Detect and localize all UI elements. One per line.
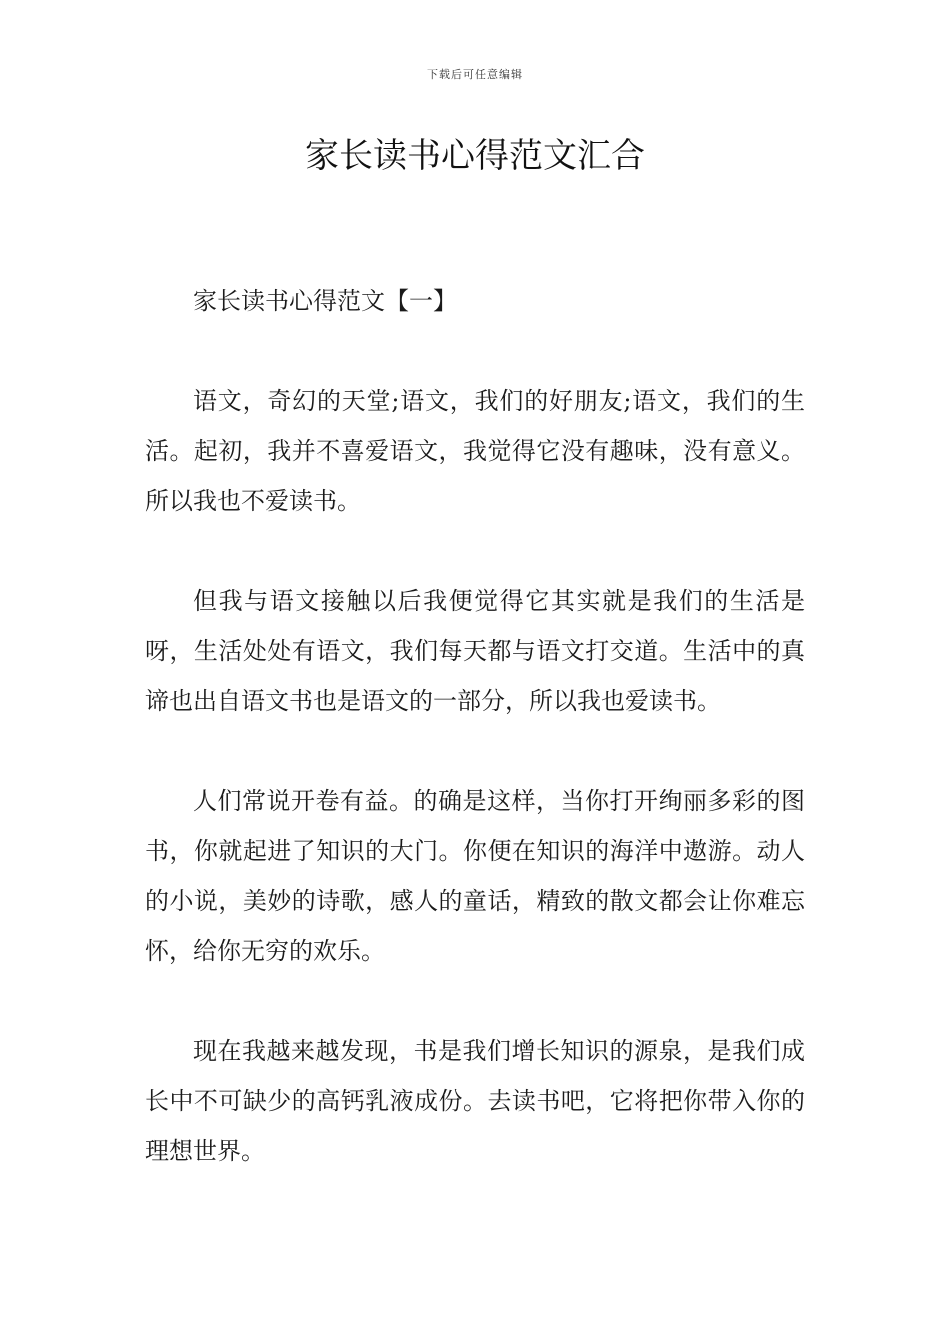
section-heading: 家长读书心得范文【一】 xyxy=(193,287,457,315)
paragraph-4: 现在我越来越发现，书是我们增长知识的源泉，是我们成长中不可缺少的高钙乳液成份。去读书吧，它将把你带入你的理想世界。 xyxy=(145,1037,805,1165)
document-title: 家长读书心得范文汇合 xyxy=(305,136,645,176)
paragraph-3: 人们常说开卷有益。的确是这样，当你打开绚丽多彩的图书，你就起进了知识的大门。你便在知识的海洋中遨游。动人的小说，美妙的诗歌，感人的童话，精致的散文都会让你难忘怀，给你无穷的欢乐。 xyxy=(145,787,805,965)
document-body xyxy=(145,276,805,1226)
paragraph-2: 但我与语文接触以后我便觉得它其实就是我们的生活是呀，生活处处有语文，我们每天都与语文打交道。生活中的真谛也出自语文书也是语文的一部分，所以我也爱读书。 xyxy=(145,587,805,715)
header-note: 下载后可任意编辑 xyxy=(427,68,523,81)
paragraph-1: 语文，奇幻的天堂;语文，我们的好朋友;语文，我们的生活。起初，我并不喜爱语文，我觉得它没有趣味，没有意义。所以我也不爱读书。 xyxy=(145,387,805,515)
